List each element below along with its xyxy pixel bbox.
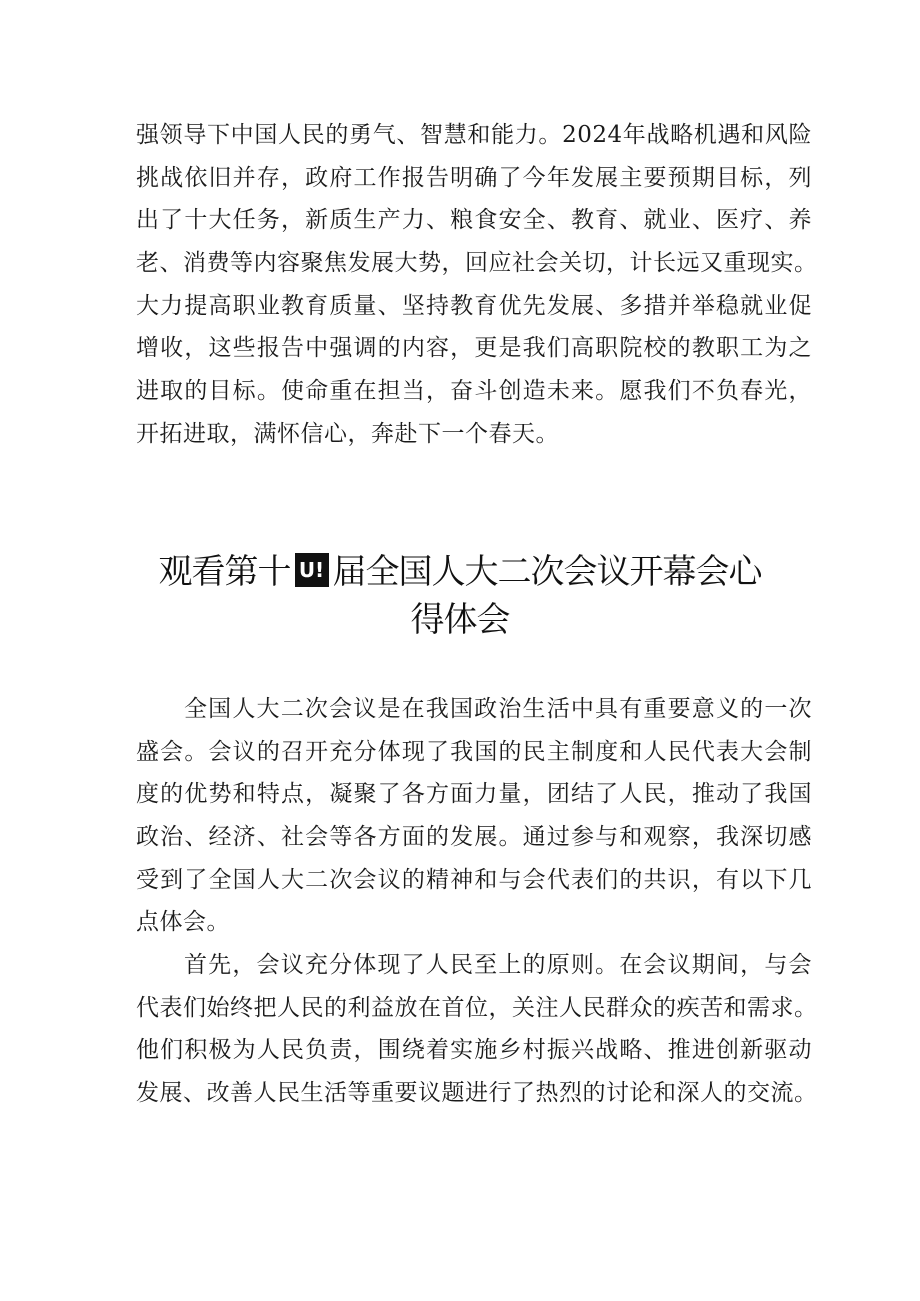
continued-paragraph [136,114,818,456]
text-line: 出了十大任务，新质生产力、粮食安全、教育、就业、医疗、养 [136,207,812,234]
text-line: 度的优势和特点，凝聚了各方面力量，团结了人民，推动了我国 [136,781,812,808]
title-text-before: 观看第十 [158,552,291,592]
text-line: 点体会。 [136,909,230,936]
body-paragraph-2 [136,944,818,1115]
text-line: 老、消费等内容聚焦发展大势，回应社会关切，计长远又重现实。 [136,250,818,277]
title-glyph-mark: U! [295,553,329,587]
text-line: 受到了全国人大二次会议的精神和与会代表们的共识，有以下几 [136,866,812,893]
text-line: 强领导下中国人民的勇气、智慧和能力。2024年战略机遇和风险 [136,122,812,148]
text-line: 挑战依旧并存，政府工作报告明确了今年发展主要预期目标，列 [136,164,812,191]
title-text-after: 届全国人大二次会议开幕会心 [332,552,762,592]
text-line: 发展、改善人民生活等重要议题进行了热烈的讨论和深人的交流。 [136,1080,818,1107]
text-line: 他们积极为人民负责，围绕着实施乡村振兴战略、推进创新驱动 [136,1037,812,1064]
text-line: 全国人大二次会议是在我国政治生活中具有重要意义的一次 [184,696,812,722]
text-line: 进取的目标。使命重在担当，奋斗创造未来。愿我们不负春光， [136,378,812,405]
text-line: 大力提高职业教育质量、坚持教育优先发展、多措并举稳就业促 [136,292,812,319]
text-line: 政治、经济、社会等各方面的发展。通过参与和观察，我深切感 [136,824,812,851]
text-line: 增收，这些报告中强调的内容，更是我们高职院校的教职工为之 [136,335,812,362]
text-line: 代表们始终把人民的利益放在首位，关注人民群众的疾苦和需求。 [136,994,818,1021]
text-line: 首先，会议充分体现了人民至上的原则。在会议期间，与会 [184,952,812,978]
article-title [0,550,920,594]
body-paragraph-1 [136,688,812,944]
article-title-line-2 [0,598,920,642]
text-line: 盛会。会议的召开充分体现了我国的民主制度和人民代表大会制 [136,738,812,765]
title-text-line-2: 得体会 [410,600,510,640]
text-line: 开拓进取，满怀信心，奔赴下一个春天。 [136,420,559,447]
